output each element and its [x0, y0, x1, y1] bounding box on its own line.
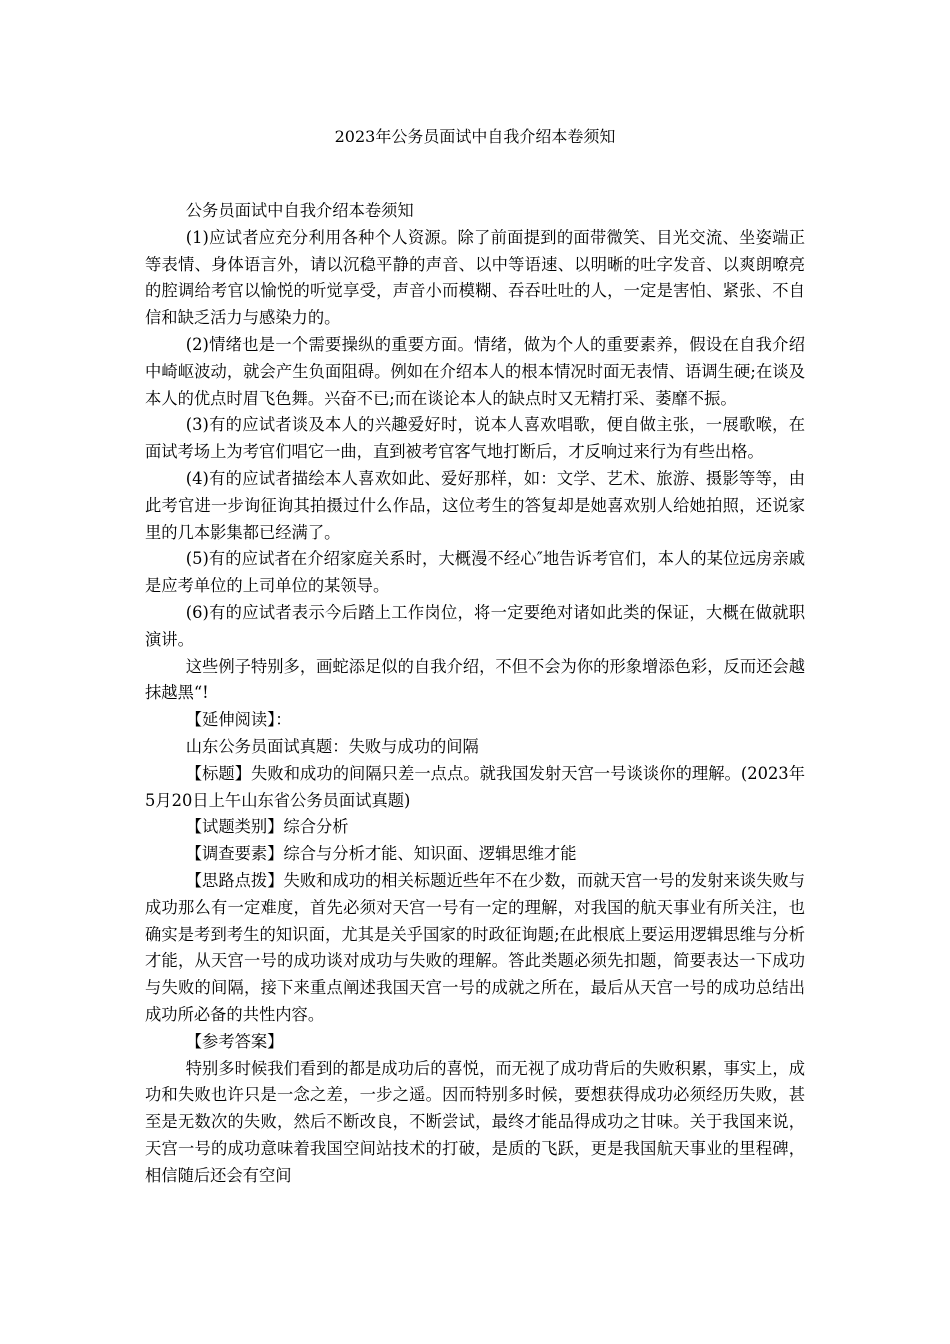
section-heading: 山东公务员面试真题：失败与成功的间隔: [185, 736, 479, 756]
body-paragraph: (3)有的应试者谈及本人的兴趣爱好时，说本人喜欢唱歌，便自做主张，一展歌喉，在面试考场上为考官们唱它一曲，直到被考官客气地打断后，才反响过来行为有些出格。: [145, 415, 805, 462]
body-paragraph: 【标题】失败和成功的间隔只差一点点。就我国发射天宫一号谈谈你的理解。(2023年5月20日上午山东省公务员面试真题): [145, 763, 805, 810]
document-body: [145, 198, 805, 1189]
body-paragraph: (1)应试者应充分利用各种个人资源。除了前面提到的面带微笑、目光交流、坐姿端正等表情、身体语言外，请以沉稳平静的声音、以中等语速、以明晰的吐字发音、以爽朗嘹亮的腔调给考官以愉悦的听觉享受，声音小而模糊、吞吞吐吐的人，一定是害怕、紧张、不自信和缺乏活力与感染力的。: [145, 227, 805, 328]
body-paragraph: 【调查要素】综合与分析才能、知识面、逻辑思维才能: [185, 844, 577, 864]
body-paragraph: 【思路点拨】失败和成功的相关标题近些年不在少数，而就天宫一号的发射来谈失败与成功那么有一定难度，首先必须对天宫一号有一定的理解，对我国的航天事业有所关注，也确实是考到考生的知识面，尤其是关乎国家的时政征询题;在此根底上要运用逻辑思维与分析才能，从天宫一号的成功谈对成功与失败的理解。答此类题必须先扣题，简要表达一下成功与失败的间隔，接下来重点阐述我国天宫一号的成就之所在，最后从天宫一号的成功总结出成功所必备的共性内容。: [145, 870, 805, 1024]
document-title: 2023年公务员面试中自我介绍本卷须知: [334, 127, 616, 146]
body-paragraph: 公务员面试中自我介绍本卷须知: [185, 201, 414, 220]
body-paragraph: (5)有的应试者在介绍家庭关系时，大概漫不经心″地告诉考官们，本人的某位远房亲戚是应考单位的上司单位的某领导。: [145, 549, 805, 596]
body-paragraph: 【试题类别】综合分析: [185, 817, 349, 837]
body-paragraph: 特别多时候我们看到的都是成功后的喜悦，而无视了成功背后的失败积累，事实上，成功和失败也许只是一念之差，一步之遥。因而特别多时候，要想获得成功必须经历失败，甚至是无数次的失败，然后不断改良，不断尝试，最终才能品得成功之甘味。关于我国来说，天宫一号的成功意味着我国空间站技术的打破，是质的飞跃，更是我国航天事业的里程碑，相信随后还会有空间: [145, 1058, 805, 1185]
section-heading: 【延伸阅读】：: [185, 710, 292, 730]
body-paragraph: 这些例子特别多，画蛇添足似的自我介绍，不但不会为你的形象增添色彩，反而还会越抹越黑“!: [145, 656, 805, 703]
body-paragraph: (6)有的应试者表示今后踏上工作岗位，将一定要绝对诸如此类的保证，大概在做就职演讲。: [145, 602, 805, 649]
section-heading: 【参考答案】: [185, 1031, 284, 1051]
body-paragraph: (4)有的应试者描绘本人喜欢如此、爱好那样，如：文学、艺术、旅游、摄影等等，由此考官进一步询征询其拍摄过什么作品，这位考生的答复却是她喜欢别人给她拍照，还说家里的几本影集都已经满了。: [145, 468, 805, 542]
body-paragraph: (2)情绪也是一个需要操纵的重要方面。情绪，做为个人的重要素养，假设在自我介绍中崎岖波动，就会产生负面阻碍。例如在介绍本人的根本情况时面无表情、语调生硬;在谈及本人的优点时眉飞色舞。兴奋不已;而在谈论本人的缺点时又无精打采、萎靡不振。: [145, 334, 805, 408]
